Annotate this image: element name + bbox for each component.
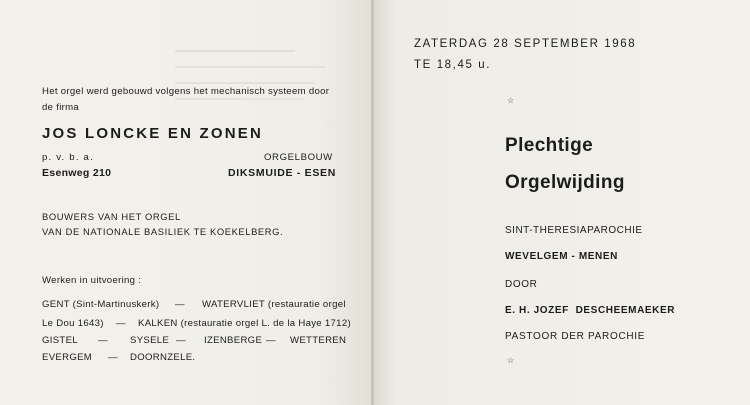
works-row3-dash-3: — xyxy=(266,335,276,346)
firm-trade: ORGELBOUW xyxy=(264,152,333,163)
works-row4-b: DOORNZELE. xyxy=(130,352,196,363)
works-heading: Werken in uitvoering : xyxy=(42,275,142,286)
priest-name: E. H. JOZEF DESCHEEMAEKER xyxy=(505,305,676,316)
page-fold xyxy=(371,0,374,405)
works-row2-a: Le Dou 1643) xyxy=(42,318,104,329)
parish-name: SINT-THERESIAPAROCHIE xyxy=(505,225,643,236)
works-row4-a: EVERGEM xyxy=(42,352,93,363)
works-row3-a: GISTEL xyxy=(42,335,78,346)
works-row3-dash-2: — xyxy=(176,335,186,346)
works-row2-dash: — xyxy=(116,318,126,329)
works-row3-d: WETTEREN xyxy=(290,335,347,346)
title-line-2: Orgelwijding xyxy=(505,172,625,193)
builders-line-2: VAN DE NATIONALE BASILIEK TE KOEKELBERG. xyxy=(42,226,284,237)
event-time: TE 18,45 u. xyxy=(414,59,492,71)
firm-type: p. v. b. a. xyxy=(42,152,94,163)
works-row3-dash-1: — xyxy=(98,335,108,346)
works-row1-dash: — xyxy=(175,299,185,310)
builders-line-1: BOUWERS VAN HET ORGEL xyxy=(42,211,181,222)
title-line-1: Plechtige xyxy=(505,135,594,156)
works-row3-b: SYSELE xyxy=(130,335,170,346)
by-label: DOOR xyxy=(505,279,538,290)
works-row1-a: GENT (Sint-Martinuskerk) xyxy=(42,299,160,310)
intro-line-2: de firma xyxy=(42,102,80,113)
firm-name: JOS LONCKE EN ZONEN xyxy=(42,125,263,142)
works-row4-dash: — xyxy=(108,352,118,363)
firm-city: DIKSMUIDE - ESEN xyxy=(228,167,337,179)
firm-address: Esenweg 210 xyxy=(42,167,112,179)
intro-line-1: Het orgel werd gebouwd volgens het mechanisch systeem door xyxy=(42,86,330,97)
priest-role: PASTOOR DER PAROCHIE xyxy=(505,331,646,342)
works-row1-b: WATERVLIET (restauratie orgel xyxy=(202,299,346,310)
works-row3-c: IZENBERGE xyxy=(204,335,263,346)
parish-location: WEVELGEM - MENEN xyxy=(505,251,618,262)
event-date: ZATERDAG 28 SEPTEMBER 1968 xyxy=(414,38,637,50)
star-ornament-bottom: ☆ xyxy=(507,356,515,365)
star-ornament-top: ☆ xyxy=(507,96,515,105)
works-row2-b: KALKEN (restauratie orgel L. de la Haye 1712) xyxy=(138,318,351,329)
